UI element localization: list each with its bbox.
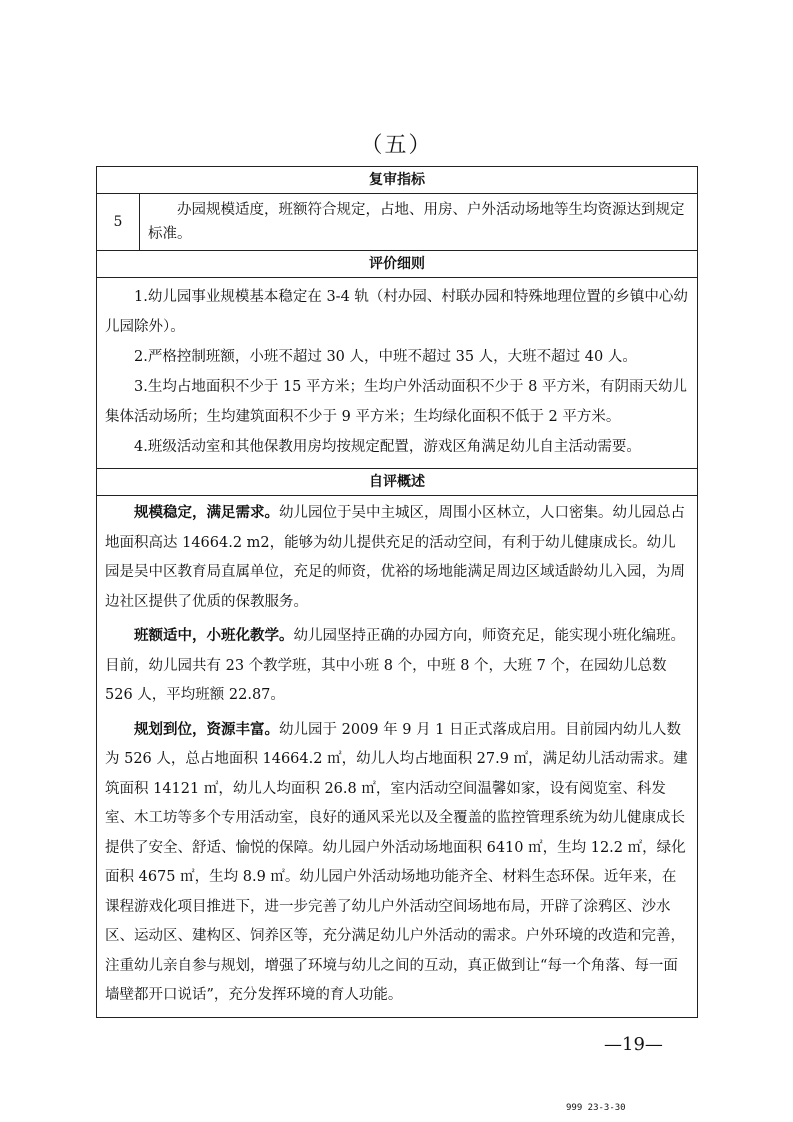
self-eval-paragraph (105, 498, 689, 617)
self-eval-text: 幼儿园位于吴中主城区，周围小区林立，人口密集。幼儿园总占地面积高达 14664.2 m2，能够为幼儿提供充足的活动空间，有利于幼儿健康成长。幼儿园是吴中区教育局直属单位，充足的师资，优裕的场地能满足周边区域适龄幼儿入园，为周边社区提供了优质的保教服务。 (105, 505, 685, 610)
criteria-header: 评价细则 (97, 251, 697, 278)
self-eval-text: 幼儿园于 2009 年 9 月 1 日正式落成启用。目前园内幼儿人数为 526 人，总占地面积 14664.2 ㎡，幼儿人均占地面积 27.9 ㎡，满足幼儿活动需求。建筑面积 14121 ㎡，幼儿人均面积 26.8 ㎡，室内活动空间温馨如家，设有阅览室、科发室、木工坊等多个专用活动室，良好的通风采光以及全覆盖的监控管理系统为幼儿健康成长提供了安全、舒适、愉悦的保障。幼儿园户外活动场地面积 6410 ㎡，生均 12.2 ㎡，绿化面积 4675 ㎡，生均 8.9 ㎡。幼儿园户外活动场地功能齐全、材料生态环保。近年来，在课程游戏化项目推进下，进一步完善了幼儿户外活动空间场地布局，开辟了涂鸦区、沙水区、运动区、建构区、饲养区等，充分满足幼儿户外活动的需求。户外环境的改造和完善，注重幼儿亲自参与规划，增强了环境与幼儿之间的互动，真正做到让“每一个角落、每一面墙壁都开口说话”，充分发挥环境的育人功能。 (105, 721, 688, 1003)
criteria-list (97, 278, 697, 469)
index-row (97, 194, 697, 251)
self-eval-lead: 班额适中，小班化教学。 (134, 627, 294, 644)
criteria-item: 3.生均占地面积不少于 15 平方米；生均户外活动面积不少于 8 平方米，有阴雨天幼儿集体活动场所；生均建筑面积不少于 9 平方米；生均绿化面积不低于 2 平方米。 (105, 379, 687, 425)
evaluation-table (96, 166, 698, 1018)
self-eval-header: 自评概述 (97, 469, 697, 496)
self-eval-lead: 规模稳定，满足需求。 (134, 504, 279, 521)
index-number: 5 (97, 194, 140, 250)
print-stamp: 999 23-3-30 (566, 1103, 626, 1113)
self-eval-body (97, 496, 697, 1017)
section-title: （五） (360, 133, 433, 158)
criteria-item: 4.班级活动室和其他保教用房均按规定配置，游戏区角满足幼儿自主活动需要。 (134, 439, 641, 455)
criteria-item: 2.严格控制班额，小班不超过 30 人，中班不超过 35 人，大班不超过 40 人。 (134, 349, 637, 365)
self-eval-paragraph (105, 715, 689, 1011)
self-eval-text: 幼儿园坚持正确的办园方向，师资充足，能实现小班化编班。目前，幼儿园共有 23 个教学班，其中小班 8 个，中班 8 个，大班 7 个，在园幼儿总数 526 人，平均班额 22.87。 (105, 628, 685, 703)
index-text: 办园规模适度，班额符合规定，占地、用房、户外活动场地等生均资源达到规定标准。 (148, 202, 685, 242)
self-eval-lead: 规划到位，资源丰富。 (134, 720, 279, 738)
self-eval-paragraph (105, 621, 689, 711)
review-header: 复审指标 (97, 167, 697, 194)
criteria-item: 1.幼儿园事业规模基本稳定在 3-4 轨（村办园、村联办园和特殊地理位置的乡镇中心幼儿园除外）。 (105, 289, 688, 335)
page-number: —19— (604, 1034, 663, 1055)
